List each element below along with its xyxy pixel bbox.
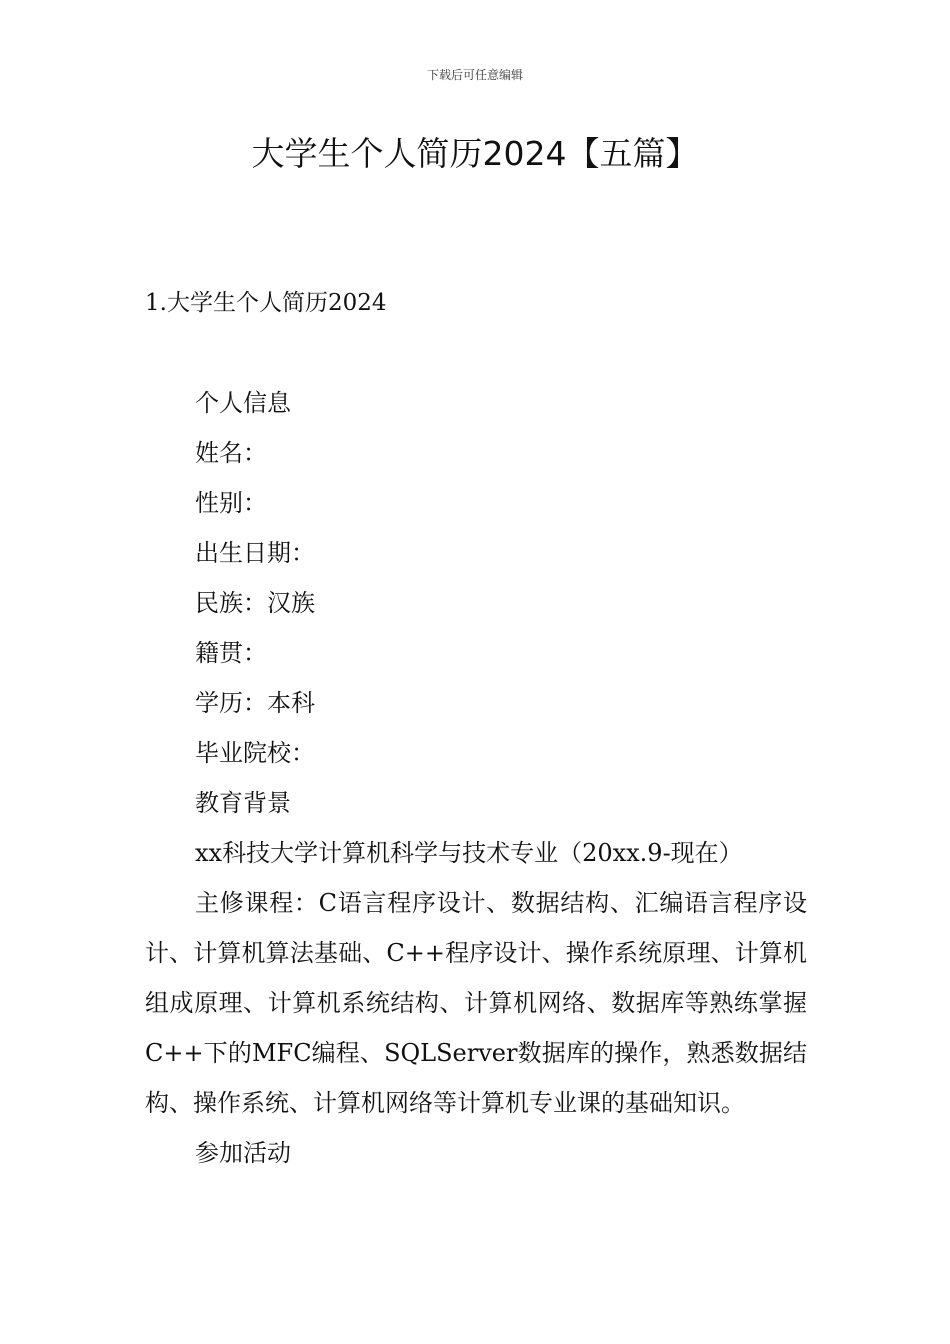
name-field: 姓名： bbox=[195, 439, 267, 467]
native-place-field: 籍贯： bbox=[195, 639, 267, 667]
birth-date-field: 出生日期： bbox=[195, 539, 315, 567]
courses-paragraph: 主修课程：C语言程序设计、数据结构、汇编语言程序设计、计算机算法基础、C++程序设计、操作系统原理、计算机组成原理、计算机系统结构、计算机网络、数据库等熟练掌握C++下的MFC编程、SQLServer数据库的操作，熟悉数据结构、操作系统、计算机网络等计算机专业课的基础知识。 bbox=[145, 889, 807, 1117]
section-heading: 1.大学生个人简历2024 bbox=[145, 290, 387, 316]
activities-heading: 参加活动 bbox=[195, 1139, 291, 1167]
gender-field: 性别： bbox=[195, 489, 267, 517]
ethnicity-field: 民族：汉族 bbox=[195, 589, 315, 617]
document-title: 大学生个人简历2024【五篇】 bbox=[251, 134, 699, 173]
education-program: xx科技大学计算机科学与技术专业（20xx.9-现在） bbox=[195, 839, 743, 867]
resume-body bbox=[145, 378, 807, 1178]
header-note: 下载后可任意编辑 bbox=[426, 68, 523, 82]
education-heading: 教育背景 bbox=[195, 789, 291, 817]
personal-info-heading: 个人信息 bbox=[195, 389, 291, 417]
school-field: 毕业院校： bbox=[195, 739, 315, 767]
education-level-field: 学历：本科 bbox=[195, 689, 315, 717]
